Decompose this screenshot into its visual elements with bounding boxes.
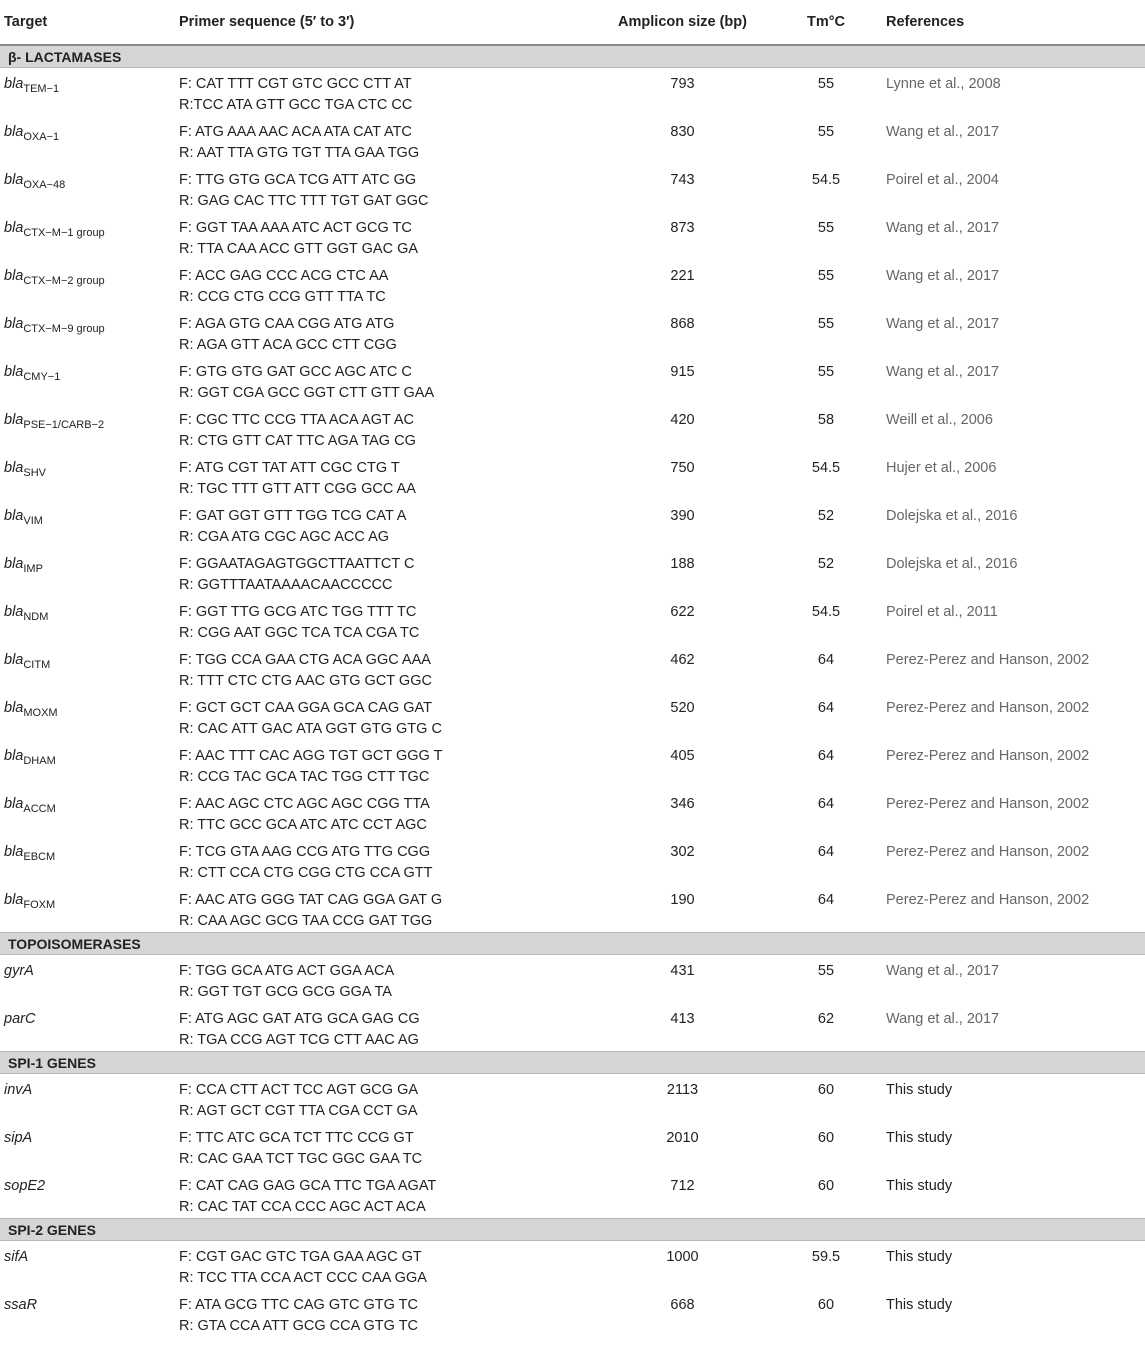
table-row <box>0 356 1145 404</box>
primer-sequence <box>175 884 595 933</box>
target-gene <box>0 740 175 788</box>
amplicon-size: 420 <box>670 412 695 428</box>
table-row <box>0 884 1145 933</box>
forward-primer: F: CAT CAG GAG GCA TTC TGA AGAT <box>179 1178 437 1194</box>
reverse-primer: R: CAC GAA TCT TGC GGC GAA TC <box>179 1151 423 1167</box>
reverse-primer: R: CCG CTG CCG GTT TTA TC <box>179 289 386 305</box>
section-title: β- LACTAMASES <box>0 45 1145 68</box>
gene-subscript: OXA−1 <box>23 130 60 143</box>
reference: Perez-Perez and Hanson, 2002 <box>886 892 1090 908</box>
reverse-primer: R: GGT CGA GCC GGT CTT GTT GAA <box>179 385 435 401</box>
gene-subscript: OXA−48 <box>23 178 66 191</box>
melting-temperature: 60 <box>817 1082 835 1098</box>
primer-sequence <box>175 356 595 404</box>
reverse-primer: R: TTC GCC GCA ATC ATC CCT AGC <box>179 817 427 833</box>
reverse-primer: R: GGTTTAATAAAACAACCCCC <box>179 577 393 593</box>
table-row <box>0 1122 1145 1170</box>
melting-temperature: 52 <box>817 508 835 524</box>
table-row <box>0 116 1145 164</box>
forward-primer: F: TTC ATC GCA TCT TTC CCG GT <box>179 1130 414 1146</box>
melting-temperature: 64 <box>817 892 835 908</box>
forward-primer: F: GGT TTG GCG ATC TGG TTT TC <box>179 604 417 620</box>
primer-sequence <box>175 452 595 500</box>
forward-primer: F: AAC AGC CTC AGC AGC CGG TTA <box>179 796 430 812</box>
section-title: SPI-1 GENES <box>0 1052 1145 1074</box>
header-amplicon: Amplicon size (bp) <box>595 0 770 45</box>
forward-primer: F: ATA GCG TTC CAG GTC GTG TC <box>179 1297 418 1313</box>
gene-name: bla <box>4 220 24 236</box>
gene-name: bla <box>4 364 24 380</box>
melting-temperature: 54.5 <box>811 172 841 188</box>
primer-sequence <box>175 260 595 308</box>
target-gene <box>0 356 175 404</box>
reverse-primer: R: GTA CCA ATT GCG CCA GTG TC <box>179 1318 419 1334</box>
gene-subscript: DHAM <box>23 754 56 767</box>
section-header <box>0 1052 1145 1074</box>
forward-primer: F: ATG AGC GAT ATG GCA GAG CG <box>179 1011 420 1027</box>
reference: This study <box>886 1178 953 1194</box>
target-gene <box>0 68 175 117</box>
target-gene <box>0 404 175 452</box>
amplicon-size: 302 <box>670 844 695 860</box>
target-gene <box>0 692 175 740</box>
reference: Perez-Perez and Hanson, 2002 <box>886 652 1090 668</box>
amplicon-size: 462 <box>670 652 695 668</box>
header-primer: Primer sequence (5′ to 3′) <box>175 0 595 45</box>
amplicon-size: 346 <box>670 796 695 812</box>
primer-sequence <box>175 955 595 1004</box>
melting-temperature: 59.5 <box>811 1249 841 1265</box>
table-row <box>0 452 1145 500</box>
melting-temperature: 52 <box>817 556 835 572</box>
reverse-primer: R: AGT GCT CGT TTA CGA CCT GA <box>179 1103 418 1119</box>
gene-name: bla <box>4 508 24 524</box>
forward-primer: F: TTG GTG GCA TCG ATT ATC GG <box>179 172 417 188</box>
table-row <box>0 692 1145 740</box>
reverse-primer: R: TTA CAA ACC GTT GGT GAC GA <box>179 241 419 257</box>
primer-sequence <box>175 644 595 692</box>
table-row <box>0 740 1145 788</box>
amplicon-size: 2010 <box>666 1130 699 1146</box>
target-gene <box>0 1003 175 1052</box>
gene-subscript: CTX−M−2 group <box>23 274 105 287</box>
reverse-primer: R: CTT CCA CTG CGG CTG CCA GTT <box>179 865 433 881</box>
melting-temperature: 64 <box>817 700 835 716</box>
target-gene <box>0 308 175 356</box>
reverse-primer: R: TGA CCG AGT TCG CTT AAC AG <box>179 1032 419 1048</box>
reverse-primer: R: GAG CAC TTC TTT TGT GAT GGC <box>179 193 429 209</box>
target-gene <box>0 596 175 644</box>
section-title: SPI-2 GENES <box>0 1219 1145 1241</box>
reference: Wang et al., 2017 <box>886 268 1000 284</box>
amplicon-size: 2113 <box>666 1082 699 1098</box>
reference: This study <box>886 1249 953 1265</box>
section-title: TOPOISOMERASES <box>0 933 1145 955</box>
amplicon-size: 830 <box>670 124 695 140</box>
reference: Dolejska et al., 2016 <box>886 508 1018 524</box>
table-row <box>0 1241 1145 1290</box>
table-row <box>0 68 1145 117</box>
header-target: Target <box>0 0 175 45</box>
primer-sequence <box>175 404 595 452</box>
table-row <box>0 1003 1145 1052</box>
table-row <box>0 1170 1145 1219</box>
amplicon-size: 405 <box>670 748 695 764</box>
table-row <box>0 212 1145 260</box>
reverse-primer: R: CAC TAT CCA CCC AGC ACT ACA <box>179 1199 426 1215</box>
reference: This study <box>886 1082 953 1098</box>
gene-name: sifA <box>4 1249 29 1265</box>
reverse-primer: R: CAC ATT GAC ATA GGT GTG GTG C <box>179 721 442 737</box>
reference: This study <box>886 1297 953 1313</box>
primer-sequence <box>175 1122 595 1170</box>
forward-primer: F: ATG AAA AAC ACA ATA CAT ATC <box>179 124 412 140</box>
table-row <box>0 260 1145 308</box>
amplicon-size: 221 <box>670 268 695 284</box>
reference: Poirel et al., 2004 <box>886 172 999 188</box>
melting-temperature: 55 <box>817 220 835 236</box>
gene-subscript: CITM <box>23 658 51 671</box>
forward-primer: F: CAT TTT CGT GTC GCC CTT AT <box>179 76 412 92</box>
table-row <box>0 548 1145 596</box>
target-gene <box>0 644 175 692</box>
melting-temperature: 55 <box>817 268 835 284</box>
melting-temperature: 64 <box>817 748 835 764</box>
gene-name: bla <box>4 412 24 428</box>
primer-sequence <box>175 740 595 788</box>
gene-subscript: ACCM <box>23 802 56 815</box>
reverse-primer: R: CAA AGC GCG TAA CCG GAT TGG <box>179 913 433 929</box>
primer-sequence <box>175 68 595 117</box>
forward-primer: F: ACC GAG CCC ACG CTC AA <box>179 268 389 284</box>
table-row <box>0 308 1145 356</box>
amplicon-size: 190 <box>670 892 695 908</box>
gene-subscript: SHV <box>23 466 46 479</box>
gene-subscript: IMP <box>23 562 43 575</box>
forward-primer: F: GAT GGT GTT TGG TCG CAT A <box>179 508 407 524</box>
gene-subscript: VIM <box>23 514 43 527</box>
amplicon-size: 793 <box>670 76 695 92</box>
primer-sequence <box>175 1003 595 1052</box>
reverse-primer: R: CGG AAT GGC TCA TCA CGA TC <box>179 625 420 641</box>
melting-temperature: 60 <box>817 1178 835 1194</box>
forward-primer: F: GGT TAA AAA ATC ACT GCG TC <box>179 220 412 236</box>
gene-name: parC <box>4 1011 36 1027</box>
gene-name: bla <box>4 796 24 812</box>
forward-primer: F: TGG GCA ATG ACT GGA ACA <box>179 963 395 979</box>
melting-temperature: 54.5 <box>811 460 841 476</box>
amplicon-size: 1000 <box>666 1249 699 1265</box>
target-gene <box>0 1289 175 1337</box>
table-row <box>0 164 1145 212</box>
gene-name: bla <box>4 460 24 476</box>
reverse-primer: R: TGC TTT GTT ATT CGG GCC AA <box>179 481 416 497</box>
amplicon-size: 873 <box>670 220 695 236</box>
target-gene <box>0 788 175 836</box>
melting-temperature: 54.5 <box>811 604 841 620</box>
table-row <box>0 788 1145 836</box>
reverse-primer: R: CGA ATG CGC AGC ACC AG <box>179 529 390 545</box>
target-gene <box>0 548 175 596</box>
gene-subscript: NDM <box>23 610 49 623</box>
primer-sequence <box>175 548 595 596</box>
primer-sequence <box>175 164 595 212</box>
gene-subscript: EBCM <box>23 850 56 863</box>
gene-subscript: CTX−M−9 group <box>23 322 105 335</box>
table-row <box>0 644 1145 692</box>
forward-primer: F: AAC TTT CAC AGG TGT GCT GGG T <box>179 748 443 764</box>
target-gene <box>0 1170 175 1219</box>
reverse-primer: R:TCC ATA GTT GCC TGA CTC CC <box>179 97 413 113</box>
table-row <box>0 596 1145 644</box>
primer-sequence <box>175 308 595 356</box>
melting-temperature: 64 <box>817 652 835 668</box>
melting-temperature: 55 <box>817 364 835 380</box>
gene-subscript: TEM−1 <box>23 82 60 95</box>
target-gene <box>0 1122 175 1170</box>
reference: Dolejska et al., 2016 <box>886 556 1018 572</box>
table-row <box>0 1289 1145 1337</box>
gene-name: bla <box>4 124 24 140</box>
primer-sequence <box>175 692 595 740</box>
forward-primer: F: CGC TTC CCG TTA ACA AGT AC <box>179 412 415 428</box>
melting-temperature: 60 <box>817 1130 835 1146</box>
section-header <box>0 45 1145 68</box>
gene-name: bla <box>4 316 24 332</box>
gene-name: bla <box>4 268 24 284</box>
reverse-primer: R: TTT CTC CTG AAC GTG GCT GGC <box>179 673 432 689</box>
gene-name: bla <box>4 892 24 908</box>
melting-temperature: 64 <box>817 796 835 812</box>
target-gene <box>0 116 175 164</box>
primer-sequence <box>175 116 595 164</box>
reverse-primer: R: AGA GTT ACA GCC CTT CGG <box>179 337 397 353</box>
primer-sequence <box>175 1241 595 1290</box>
gene-name: bla <box>4 700 24 716</box>
melting-temperature: 55 <box>817 124 835 140</box>
melting-temperature: 55 <box>817 76 835 92</box>
amplicon-size: 868 <box>670 316 695 332</box>
primer-sequence <box>175 788 595 836</box>
table-row <box>0 1074 1145 1123</box>
reverse-primer: R: GGT TGT GCG GCG GGA TA <box>179 984 392 1000</box>
gene-subscript: PSE−1/CARB−2 <box>23 418 105 431</box>
amplicon-size: 743 <box>670 172 695 188</box>
target-gene <box>0 500 175 548</box>
forward-primer: F: TCG GTA AAG CCG ATG TTG CGG <box>179 844 431 860</box>
gene-subscript: MOXM <box>23 706 58 719</box>
melting-temperature: 55 <box>817 316 835 332</box>
reference: Perez-Perez and Hanson, 2002 <box>886 796 1090 812</box>
forward-primer: F: GCT GCT CAA GGA GCA CAG GAT <box>179 700 432 716</box>
target-gene <box>0 212 175 260</box>
gene-subscript: CMY−1 <box>23 370 61 383</box>
forward-primer: F: AAC ATG GGG TAT CAG GGA GAT G <box>179 892 443 908</box>
amplicon-size: 188 <box>670 556 695 572</box>
gene-name: bla <box>4 748 24 764</box>
gene-name: bla <box>4 652 24 668</box>
reference: Perez-Perez and Hanson, 2002 <box>886 748 1090 764</box>
amplicon-size: 413 <box>670 1011 695 1027</box>
melting-temperature: 55 <box>817 963 835 979</box>
reference: Poirel et al., 2011 <box>886 604 998 620</box>
primer-sequence <box>175 1074 595 1123</box>
table-row <box>0 955 1145 1004</box>
amplicon-size: 750 <box>670 460 695 476</box>
primer-sequence <box>175 1289 595 1337</box>
melting-temperature: 62 <box>817 1011 835 1027</box>
reference: Wang et al., 2017 <box>886 963 1000 979</box>
melting-temperature: 58 <box>817 412 835 428</box>
gene-subscript: CTX−M−1 group <box>23 226 105 239</box>
reference: Weill et al., 2006 <box>886 412 993 428</box>
reference: Wang et al., 2017 <box>886 1011 1000 1027</box>
primer-sequence <box>175 1170 595 1219</box>
forward-primer: F: TGG CCA GAA CTG ACA GGC AAA <box>179 652 431 668</box>
reference: Perez-Perez and Hanson, 2002 <box>886 844 1090 860</box>
amplicon-size: 431 <box>670 963 695 979</box>
target-gene <box>0 836 175 884</box>
table-row <box>0 836 1145 884</box>
reference: Perez-Perez and Hanson, 2002 <box>886 700 1090 716</box>
target-gene <box>0 955 175 1004</box>
amplicon-size: 390 <box>670 508 695 524</box>
target-gene <box>0 1241 175 1290</box>
gene-name: sipA <box>4 1130 33 1146</box>
reference: Wang et al., 2017 <box>886 316 1000 332</box>
forward-primer: F: CCA CTT ACT TCC AGT GCG GA <box>179 1082 419 1098</box>
melting-temperature: 64 <box>817 844 835 860</box>
amplicon-size: 622 <box>670 604 695 620</box>
gene-name: sopE2 <box>4 1178 46 1194</box>
table-row <box>0 500 1145 548</box>
reference: Wang et al., 2017 <box>886 364 1000 380</box>
target-gene <box>0 1074 175 1123</box>
reverse-primer: R: TCC TTA CCA ACT CCC CAA GGA <box>179 1270 427 1286</box>
target-gene <box>0 452 175 500</box>
amplicon-size: 668 <box>670 1297 695 1313</box>
header-references: References <box>882 0 1145 45</box>
gene-name: bla <box>4 172 24 188</box>
table-body <box>0 45 1145 1337</box>
gene-name: gyrA <box>4 963 34 979</box>
section-header <box>0 933 1145 955</box>
gene-name: bla <box>4 844 24 860</box>
primer-sequence <box>175 836 595 884</box>
section-header <box>0 1219 1145 1241</box>
primer-sequence <box>175 596 595 644</box>
forward-primer: F: CGT GAC GTC TGA GAA AGC GT <box>179 1249 422 1265</box>
gene-name: invA <box>4 1082 33 1098</box>
reference: This study <box>886 1130 953 1146</box>
gene-name: ssaR <box>4 1297 38 1313</box>
forward-primer: F: ATG CGT TAT ATT CGC CTG T <box>179 460 400 476</box>
reference: Wang et al., 2017 <box>886 220 1000 236</box>
gene-name: bla <box>4 556 24 572</box>
target-gene <box>0 260 175 308</box>
reverse-primer: R: CCG TAC GCA TAC TGG CTT TGC <box>179 769 430 785</box>
header-row <box>0 0 1145 45</box>
reverse-primer: R: AAT TTA GTG TGT TTA GAA TGG <box>179 145 420 161</box>
amplicon-size: 915 <box>670 364 695 380</box>
reference: Wang et al., 2017 <box>886 124 1000 140</box>
reference: Hujer et al., 2006 <box>886 460 997 476</box>
gene-name: bla <box>4 76 24 92</box>
gene-subscript: FOXM <box>23 898 56 911</box>
forward-primer: F: GTG GTG GAT GCC AGC ATC C <box>179 364 412 380</box>
gene-name: bla <box>4 604 24 620</box>
header-tm: Tm°C <box>770 0 882 45</box>
forward-primer: F: AGA GTG CAA CGG ATG ATG <box>179 316 395 332</box>
target-gene <box>0 164 175 212</box>
primer-sequence <box>175 500 595 548</box>
melting-temperature: 60 <box>817 1297 835 1313</box>
target-gene <box>0 884 175 933</box>
reference: Lynne et al., 2008 <box>886 76 1001 92</box>
reverse-primer: R: CTG GTT CAT TTC AGA TAG CG <box>179 433 416 449</box>
table-row <box>0 404 1145 452</box>
forward-primer: F: GGAATAGAGTGGCTTAATTCT C <box>179 556 415 572</box>
amplicon-size: 712 <box>670 1178 695 1194</box>
primer-sequence <box>175 212 595 260</box>
amplicon-size: 520 <box>670 700 695 716</box>
